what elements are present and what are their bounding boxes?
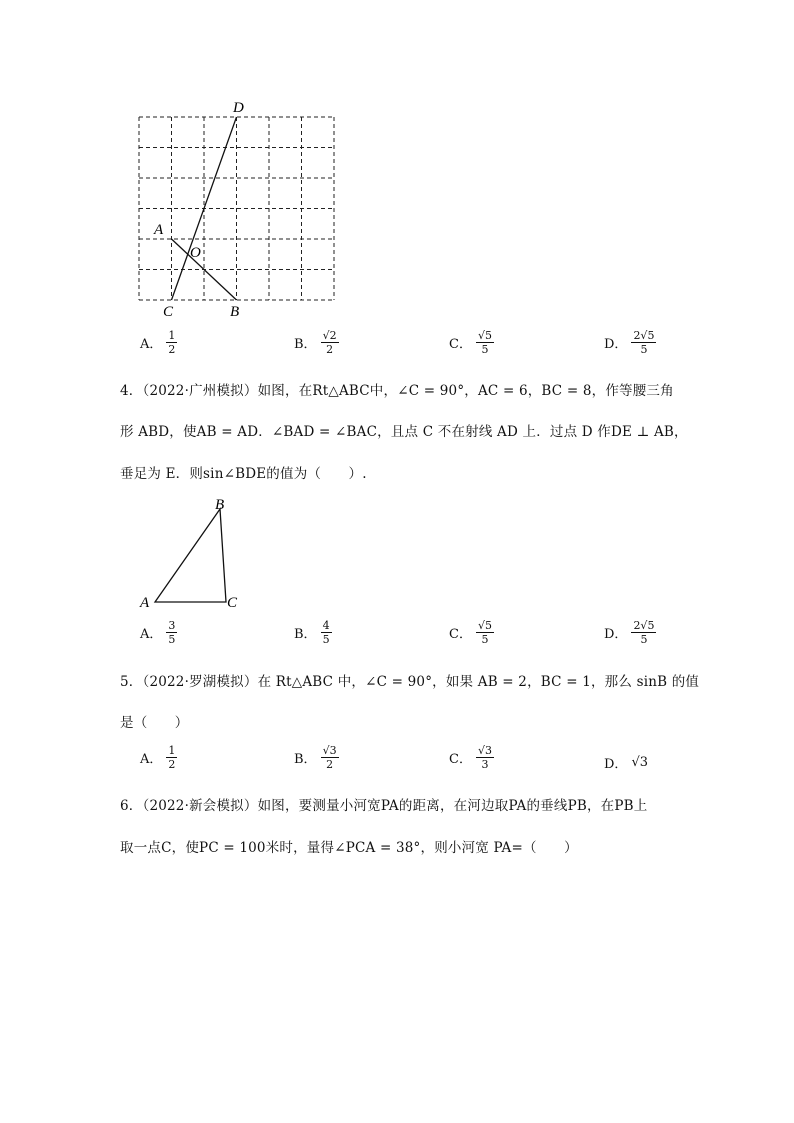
q6-line-1: 6．（2022·新会模拟）如图，要测量小河宽PA的距离，在河边取PA的垂线PB，在PB上 xyxy=(120,798,648,814)
q4-option-b[interactable] xyxy=(294,620,332,645)
option-letter: B． xyxy=(294,752,317,767)
q3-option-d[interactable] xyxy=(604,330,656,355)
q5-line-2: 是（ ） xyxy=(120,715,189,731)
option-letter: A． xyxy=(140,627,163,642)
option-letter: B． xyxy=(294,337,317,352)
denominator: 5 xyxy=(640,343,648,356)
q5-option-d[interactable] xyxy=(604,753,648,772)
q4-option-d[interactable] xyxy=(604,620,656,645)
fraction xyxy=(321,620,332,645)
fraction xyxy=(166,330,177,355)
triangle-abc xyxy=(155,509,226,602)
q4-option-c[interactable] xyxy=(449,620,494,645)
grid-lines xyxy=(139,117,334,300)
option-letter: D． xyxy=(604,627,628,642)
triangle-figure xyxy=(130,495,260,615)
fraction xyxy=(166,745,177,770)
denominator: 2 xyxy=(326,758,334,771)
fraction xyxy=(321,745,339,770)
label-b: B xyxy=(230,304,240,320)
numerator: 4 xyxy=(322,619,330,632)
option-letter: C． xyxy=(449,752,472,767)
option-letter: D． xyxy=(604,337,628,352)
denominator: 3 xyxy=(481,758,489,771)
fraction xyxy=(166,620,177,645)
numerator: 3 xyxy=(168,619,176,632)
numerator: √5 xyxy=(477,619,492,632)
numerator: √2 xyxy=(322,329,337,342)
numerator: √3 xyxy=(322,744,337,757)
q3-option-b[interactable] xyxy=(294,330,339,355)
label-d: D xyxy=(233,100,244,116)
label-a: A xyxy=(154,222,164,238)
label-c: C xyxy=(227,595,238,611)
grid-figure xyxy=(0,0,794,330)
denominator: 2 xyxy=(168,343,176,356)
fraction xyxy=(631,620,656,645)
label-a: A xyxy=(140,595,150,611)
denominator: 5 xyxy=(481,343,489,356)
numerator: √5 xyxy=(477,329,492,342)
option-value: √3 xyxy=(631,755,648,770)
fraction xyxy=(321,330,339,355)
option-letter: C． xyxy=(449,627,472,642)
label-b: B xyxy=(215,497,225,513)
q6-line-2: 取一点C，使PC = 100米时，量得∠PCA = 38°，则小河宽 PA=（ ） xyxy=(120,840,578,856)
fraction xyxy=(476,330,494,355)
option-letter: C． xyxy=(449,337,472,352)
numerator: 2√5 xyxy=(633,619,655,632)
q5-option-a[interactable] xyxy=(140,745,177,770)
denominator: 2 xyxy=(326,343,334,356)
numerator: 1 xyxy=(168,329,176,342)
fraction xyxy=(476,745,494,770)
q4-line-1: 4．（2022·广州模拟）如图，在Rt△ABC中，∠C = 90°，AC = 6，BC = 8，作等腰三角 xyxy=(120,383,674,399)
option-letter: A． xyxy=(140,752,163,767)
option-letter: A． xyxy=(140,337,163,352)
label-o: O xyxy=(190,245,201,261)
fraction xyxy=(476,620,494,645)
numerator: √3 xyxy=(477,744,492,757)
q3-option-a[interactable] xyxy=(140,330,177,355)
numerator: 2√5 xyxy=(633,329,655,342)
denominator: 5 xyxy=(481,633,489,646)
q4-line-2: 形 ABD，使AB = AD．∠BAD = ∠BAC，且点 C 不在射线 AD 上．过点 D 作DE ⊥ AB， xyxy=(120,424,688,440)
q3-option-c[interactable] xyxy=(449,330,494,355)
denominator: 2 xyxy=(168,758,176,771)
denominator: 5 xyxy=(168,633,176,646)
option-letter: D． xyxy=(604,757,628,772)
denominator: 5 xyxy=(640,633,648,646)
q5-option-b[interactable] xyxy=(294,745,339,770)
fraction xyxy=(631,330,656,355)
numerator: 1 xyxy=(168,744,176,757)
q4-line-3: 垂足为 E．则sin∠BDE的值为（ ）. xyxy=(120,466,367,482)
label-c: C xyxy=(163,304,174,320)
q4-option-a[interactable] xyxy=(140,620,177,645)
q5-option-c[interactable] xyxy=(449,745,494,770)
denominator: 5 xyxy=(322,633,330,646)
option-letter: B． xyxy=(294,627,317,642)
q5-line-1: 5．（2022·罗湖模拟）在 Rt△ABC 中，∠C = 90°，如果 AB = 2，BC = 1，那么 sinB 的值 xyxy=(120,674,700,690)
